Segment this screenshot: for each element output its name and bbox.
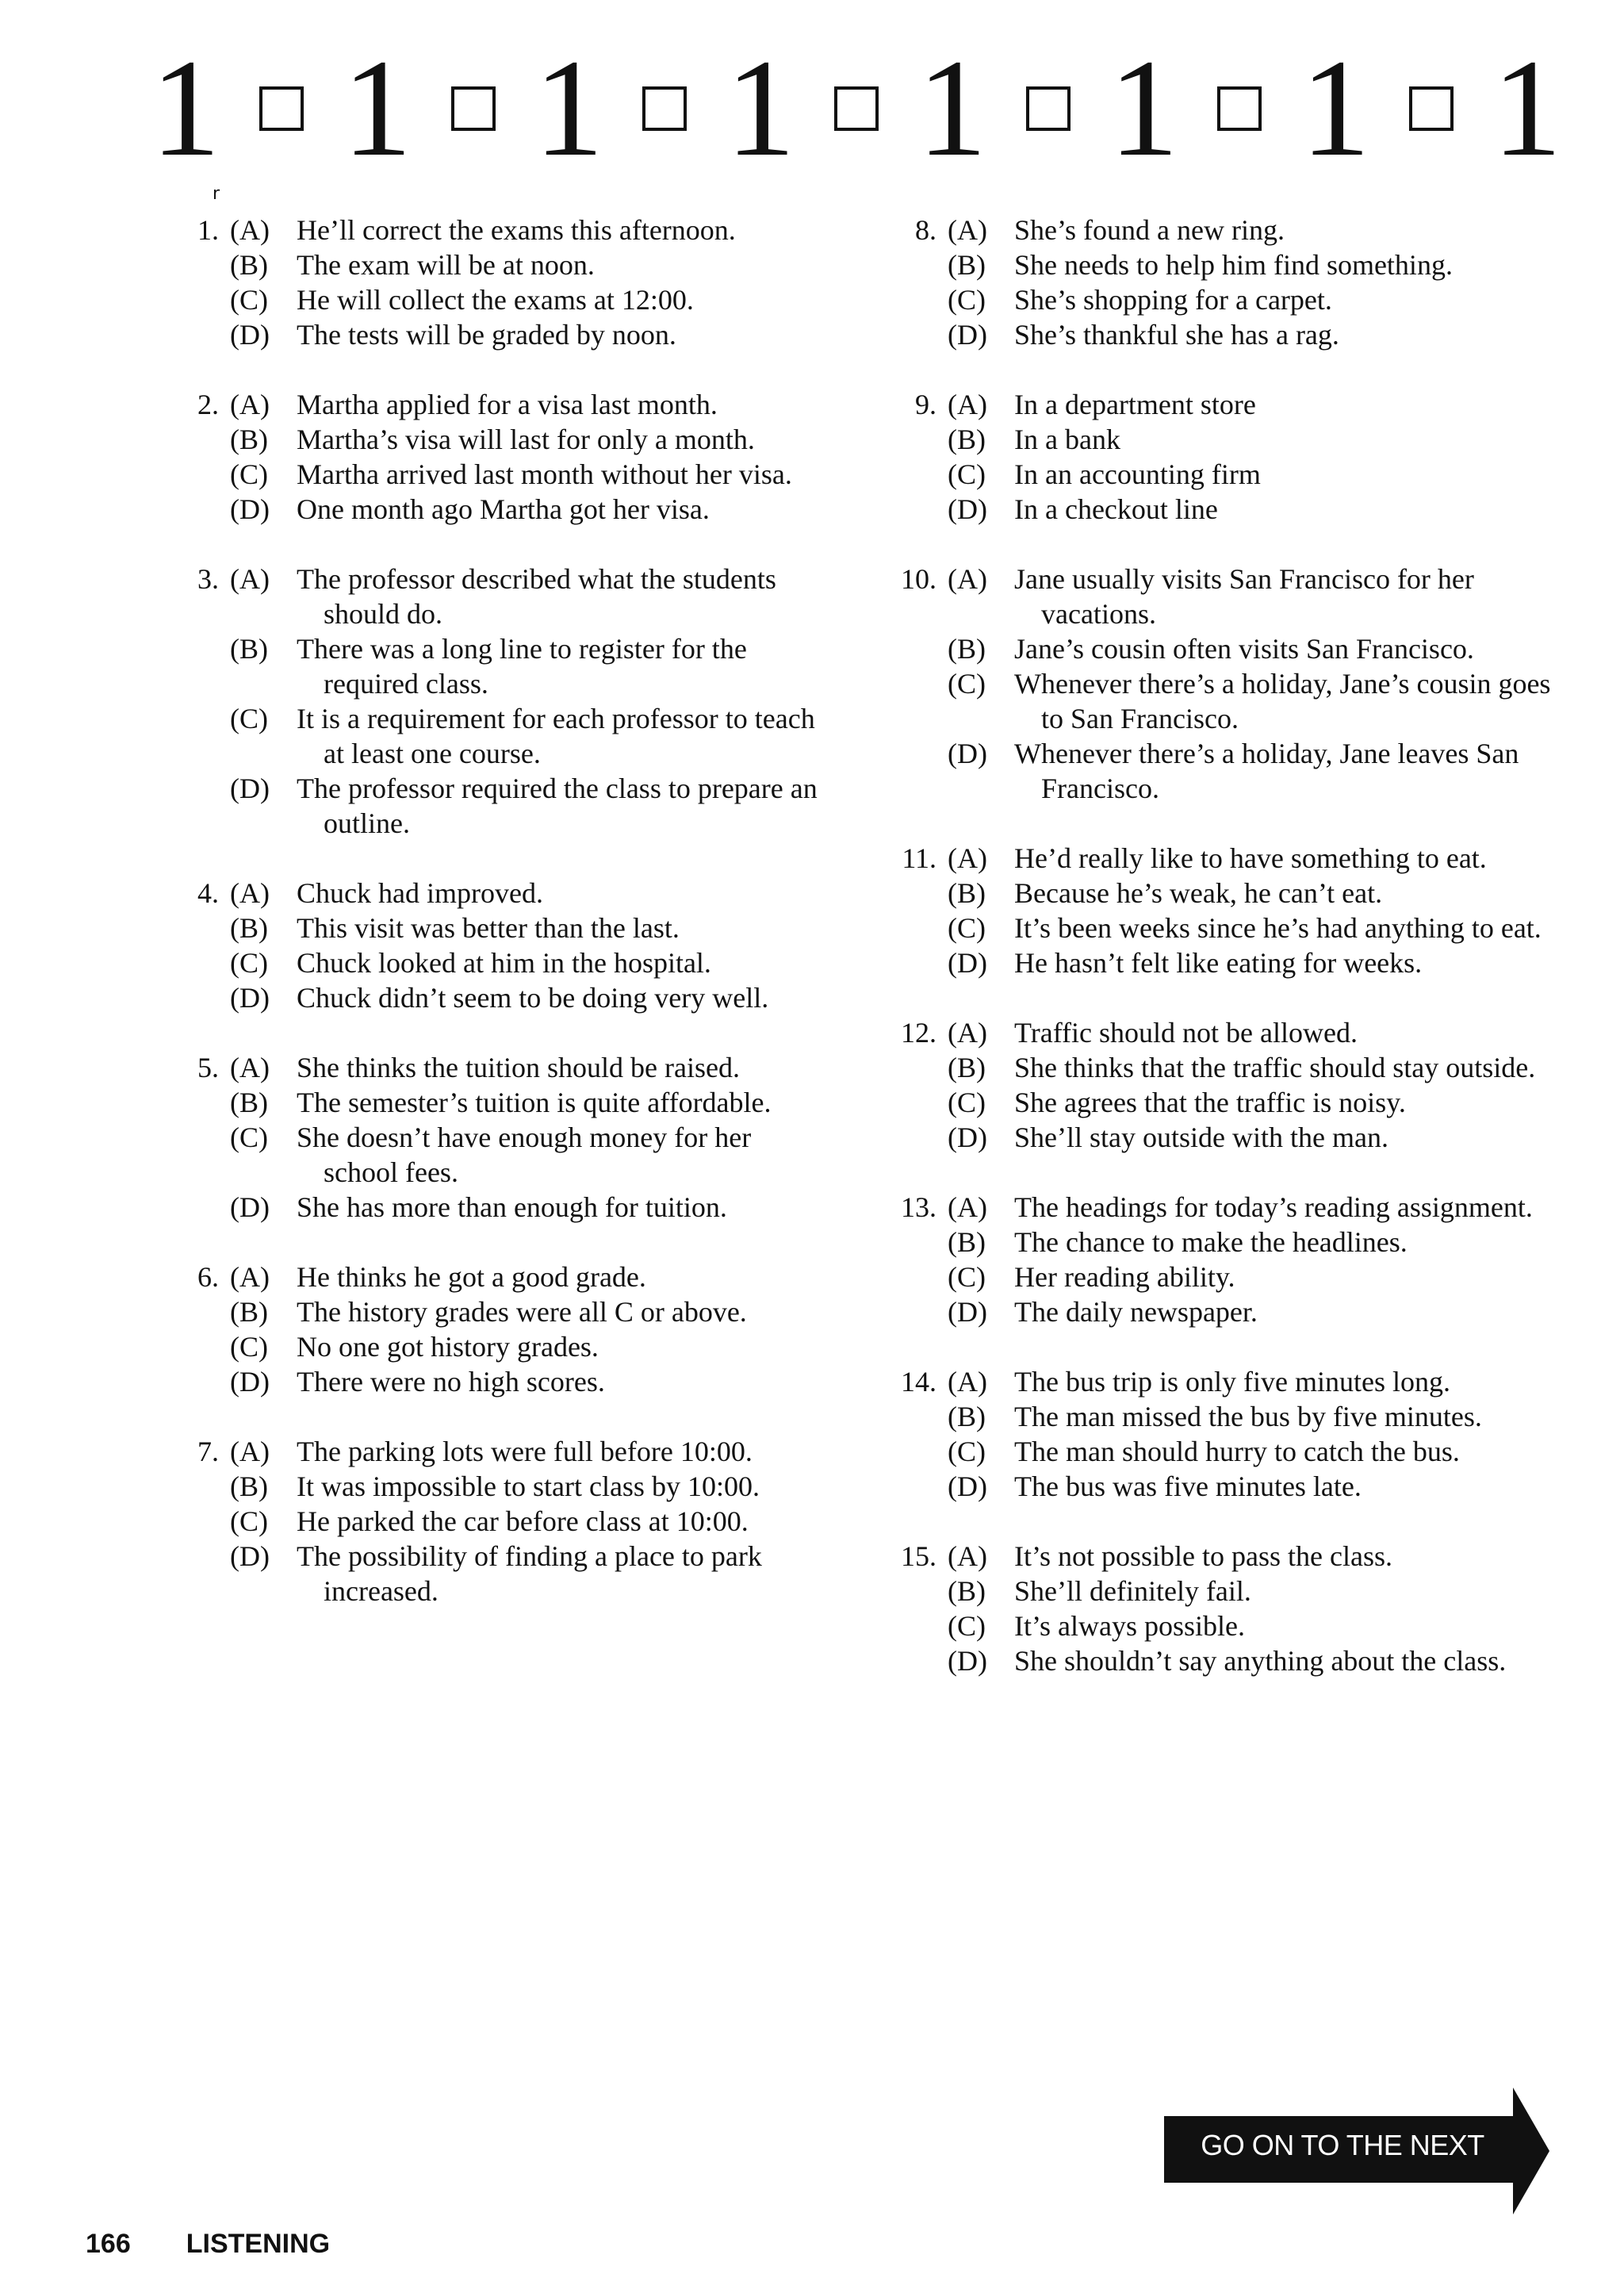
option-letter: (B)	[230, 1087, 268, 1118]
option-letter: (D)	[948, 1470, 987, 1502]
option-letter: (D)	[948, 1645, 987, 1677]
answer-option[interactable]	[884, 911, 1562, 945]
question-item	[884, 841, 1562, 980]
option-text: She has more than enough for tuition.	[297, 1191, 727, 1223]
option-letter: (B)	[948, 424, 986, 455]
question-number: 3.	[197, 563, 219, 595]
option-letter: (D)	[948, 1121, 987, 1153]
option-letter: (B)	[230, 1470, 268, 1502]
answer-option[interactable]	[884, 1120, 1562, 1155]
answer-option[interactable]	[167, 387, 833, 422]
question-item	[884, 1015, 1562, 1155]
question-item	[167, 1434, 833, 1608]
page-header	[151, 31, 1562, 186]
answer-option[interactable]	[884, 1260, 1562, 1294]
answer-option[interactable]	[167, 1050, 833, 1085]
question-number	[167, 1504, 230, 1539]
option-text: She needs to help him find something.	[1014, 249, 1453, 281]
square-icon	[1217, 86, 1262, 131]
question-number	[884, 1434, 948, 1469]
option-letter: (D)	[230, 1191, 270, 1223]
answer-option[interactable]	[884, 282, 1562, 317]
answer-option[interactable]	[167, 1539, 833, 1608]
question-number	[884, 631, 948, 666]
question-number	[884, 1085, 948, 1120]
option-text: Chuck looked at him in the hospital.	[297, 947, 711, 979]
question-number	[167, 631, 230, 701]
option-text: In a checkout line	[1014, 493, 1218, 525]
option-text: Jane’s cousin often visits San Francisco.	[1014, 633, 1474, 665]
question-number	[884, 422, 948, 457]
question-number: 11.	[902, 842, 936, 874]
option-text: In an accounting firm	[1014, 458, 1261, 490]
option-text: The chance to make the headlines.	[1014, 1226, 1408, 1258]
option-letter: (A)	[948, 842, 987, 874]
option-text: There was a long line to register for the required class.	[297, 633, 747, 700]
question-item	[884, 1539, 1562, 1678]
option-text: The tests will be graded by noon.	[297, 319, 676, 351]
option-text: No one got history grades.	[297, 1331, 599, 1363]
question-number	[884, 1050, 948, 1085]
option-letter: (D)	[230, 1540, 270, 1572]
option-text: She’s thankful she has a rag.	[1014, 319, 1339, 351]
option-text: The professor described what the students should do.	[297, 563, 776, 630]
question-number	[167, 945, 230, 980]
option-letter: (B)	[948, 633, 986, 665]
option-letter: (B)	[948, 1401, 986, 1432]
question-number	[884, 736, 948, 806]
question-number	[167, 457, 230, 492]
option-text: She’ll stay outside with the man.	[1014, 1121, 1388, 1153]
question-number	[884, 492, 948, 527]
question-item	[167, 562, 833, 841]
answer-option[interactable]	[884, 457, 1562, 492]
question-number	[167, 701, 230, 771]
answer-option[interactable]	[167, 631, 833, 701]
answer-option[interactable]	[884, 945, 1562, 980]
option-letter: (A)	[948, 1191, 987, 1223]
section-name: LISTENING	[186, 2229, 331, 2259]
option-text: She’s found a new ring.	[1014, 214, 1285, 246]
answer-option[interactable]	[167, 492, 833, 527]
option-letter: (A)	[948, 389, 987, 420]
answer-option[interactable]	[167, 701, 833, 771]
option-letter: (B)	[230, 424, 268, 455]
answer-option[interactable]	[884, 1608, 1562, 1643]
option-text: In a department store	[1014, 389, 1256, 420]
option-text: The possibility of finding a place to park increased.	[297, 1540, 762, 1607]
question-number	[167, 282, 230, 317]
answer-option[interactable]	[167, 1120, 833, 1190]
question-number	[167, 1469, 230, 1504]
option-letter: (A)	[230, 214, 270, 246]
header-digit: 1	[1109, 31, 1179, 186]
option-letter: (B)	[230, 633, 268, 665]
option-letter: (A)	[948, 1366, 987, 1398]
option-letter: (A)	[230, 1436, 270, 1467]
option-text: In a bank	[1014, 424, 1120, 455]
header-digit: 1	[917, 31, 987, 186]
option-letter: (C)	[230, 458, 268, 490]
option-text: Chuck didn’t seem to be doing very well.	[297, 982, 769, 1014]
option-letter: (A)	[948, 1540, 987, 1572]
option-letter: (C)	[948, 284, 986, 316]
question-number	[884, 1608, 948, 1643]
question-number	[167, 1329, 230, 1364]
option-text: She agrees that the traffic is noisy.	[1014, 1087, 1406, 1118]
answer-option[interactable]	[167, 1504, 833, 1539]
option-letter: (C)	[230, 1121, 268, 1153]
option-letter: (C)	[948, 668, 986, 700]
option-letter: (A)	[230, 1052, 270, 1083]
question-item	[167, 387, 833, 527]
question-number: 7.	[197, 1436, 219, 1467]
answer-option[interactable]	[167, 980, 833, 1015]
answer-option[interactable]	[884, 1085, 1562, 1120]
answer-option[interactable]	[884, 1469, 1562, 1504]
option-text: She shouldn’t say anything about the class.	[1014, 1645, 1507, 1677]
answer-option[interactable]	[884, 247, 1562, 282]
question-number	[884, 282, 948, 317]
option-text: The exam will be at noon.	[297, 249, 595, 281]
questions-right-column	[884, 213, 1562, 1713]
option-text: Chuck had improved.	[297, 877, 543, 909]
answer-option[interactable]	[884, 841, 1562, 876]
option-letter: (C)	[230, 1505, 268, 1537]
option-text: The parking lots were full before 10:00.	[297, 1436, 753, 1467]
option-text: The semester’s tuition is quite affordable.	[297, 1087, 772, 1118]
question-number: 4.	[197, 877, 219, 909]
answer-option[interactable]	[167, 317, 833, 352]
option-text: It’s been weeks since he’s had anything to eat.	[1014, 912, 1542, 944]
option-text: He thinks he got a good grade.	[297, 1261, 646, 1293]
option-letter: (D)	[948, 738, 987, 769]
question-number	[167, 492, 230, 527]
question-number: 5.	[197, 1052, 219, 1083]
option-text: Her reading ability.	[1014, 1261, 1235, 1293]
option-text: She doesn’t have enough money for her school fees.	[297, 1121, 752, 1188]
question-number	[884, 1643, 948, 1678]
question-number	[884, 1469, 948, 1504]
question-number	[884, 247, 948, 282]
option-letter: (A)	[230, 877, 270, 909]
option-letter: (D)	[230, 1366, 270, 1398]
option-text: This visit was better than the last.	[297, 912, 680, 944]
option-letter: (C)	[230, 284, 268, 316]
option-letter: (A)	[230, 1261, 270, 1293]
question-number	[167, 771, 230, 841]
answer-option[interactable]	[167, 1434, 833, 1469]
answer-option[interactable]	[167, 1469, 833, 1504]
answer-option[interactable]	[884, 492, 1562, 527]
option-text: The man should hurry to catch the bus.	[1014, 1436, 1460, 1467]
option-letter: (D)	[948, 1296, 987, 1328]
option-text: She thinks the tuition should be raised.	[297, 1052, 740, 1083]
option-text: Traffic should not be allowed.	[1014, 1017, 1358, 1049]
answer-option[interactable]	[884, 1015, 1562, 1050]
answer-option[interactable]	[167, 1294, 833, 1329]
question-number	[167, 1085, 230, 1120]
option-text: He will collect the exams at 12:00.	[297, 284, 694, 316]
question-number	[884, 457, 948, 492]
question-item	[884, 1364, 1562, 1504]
question-number: 15.	[901, 1540, 936, 1572]
answer-option[interactable]	[884, 1050, 1562, 1085]
question-number	[167, 1294, 230, 1329]
square-icon	[834, 86, 879, 131]
option-text: She thinks that the traffic should stay outside.	[1014, 1052, 1536, 1083]
header-digit: 1	[151, 31, 220, 186]
answer-option[interactable]	[167, 876, 833, 911]
answer-option[interactable]	[167, 1329, 833, 1364]
question-number: 9.	[915, 389, 936, 420]
option-letter: (C)	[948, 1436, 986, 1467]
answer-option[interactable]	[884, 876, 1562, 911]
question-number	[167, 422, 230, 457]
option-text: He’d really like to have something to eat.	[1014, 842, 1487, 874]
option-letter: (C)	[948, 1087, 986, 1118]
questions-left-column	[167, 213, 833, 1643]
option-text: She’ll definitely fail.	[1014, 1575, 1251, 1607]
answer-option[interactable]	[884, 1364, 1562, 1399]
option-text: Whenever there’s a holiday, Jane’s cousin goes to San Francisco.	[1014, 668, 1551, 734]
option-letter: (D)	[948, 493, 987, 525]
option-text: The history grades were all C or above.	[297, 1296, 747, 1328]
go-on-next-page-button[interactable]	[1164, 2088, 1549, 2214]
option-letter: (A)	[948, 563, 987, 595]
question-item	[167, 1260, 833, 1399]
question-number	[884, 1574, 948, 1608]
answer-option[interactable]	[884, 1643, 1562, 1678]
question-number: 10.	[901, 563, 936, 595]
question-number	[167, 1190, 230, 1225]
header-digit: 1	[726, 31, 796, 186]
option-letter: (C)	[948, 1610, 986, 1642]
option-text: It’s always possible.	[1014, 1610, 1245, 1642]
option-letter: (B)	[230, 249, 268, 281]
option-text: Martha arrived last month without her visa.	[297, 458, 792, 490]
option-letter: (B)	[948, 1052, 986, 1083]
question-number: 6.	[197, 1261, 219, 1293]
option-letter: (D)	[230, 493, 270, 525]
header-digit: 1	[1492, 31, 1562, 186]
question-number	[167, 1120, 230, 1190]
question-number	[884, 911, 948, 945]
option-text: The man missed the bus by five minutes.	[1014, 1401, 1482, 1432]
option-letter: (B)	[230, 1296, 268, 1328]
question-item	[884, 387, 1562, 527]
answer-option[interactable]	[167, 457, 833, 492]
option-letter: (A)	[230, 563, 270, 595]
question-number	[884, 1399, 948, 1434]
question-number	[167, 1539, 230, 1608]
answer-option[interactable]	[884, 562, 1562, 631]
option-text: The headings for today’s reading assignment.	[1014, 1191, 1533, 1223]
option-text: It was impossible to start class by 10:00.	[297, 1470, 760, 1502]
corner-mark: r	[213, 184, 220, 204]
answer-option[interactable]	[167, 247, 833, 282]
option-letter: (D)	[230, 319, 270, 351]
option-text: Jane usually visits San Francisco for her vacations.	[1014, 563, 1474, 630]
option-text: Whenever there’s a holiday, Jane leaves San Francisco.	[1014, 738, 1519, 804]
option-text: The bus trip is only five minutes long.	[1014, 1366, 1450, 1398]
option-letter: (B)	[230, 912, 268, 944]
option-letter: (C)	[230, 947, 268, 979]
answer-option[interactable]	[167, 213, 833, 247]
option-text: Martha’s visa will last for only a month.	[297, 424, 755, 455]
page-footer	[86, 2229, 330, 2260]
option-letter: (C)	[948, 458, 986, 490]
page-number: 166	[86, 2229, 131, 2259]
question-number	[884, 1120, 948, 1155]
answer-option[interactable]	[884, 736, 1562, 806]
question-number	[884, 1294, 948, 1329]
option-text: He hasn’t felt like eating for weeks.	[1014, 947, 1423, 979]
answer-option[interactable]	[167, 771, 833, 841]
answer-option[interactable]	[884, 1434, 1562, 1469]
question-number	[167, 980, 230, 1015]
option-text: Because he’s weak, he can’t eat.	[1014, 877, 1383, 909]
answer-option[interactable]	[167, 911, 833, 945]
question-number	[884, 317, 948, 352]
answer-option[interactable]	[167, 282, 833, 317]
question-number	[884, 1225, 948, 1260]
answer-option[interactable]	[167, 1260, 833, 1294]
option-letter: (C)	[230, 703, 268, 734]
option-letter: (C)	[230, 1331, 268, 1363]
option-text: She’s shopping for a carpet.	[1014, 284, 1332, 316]
question-number: 1.	[197, 214, 219, 246]
option-text: There were no high scores.	[297, 1366, 605, 1398]
option-letter: (A)	[948, 1017, 987, 1049]
option-text: It’s not possible to pass the class.	[1014, 1540, 1392, 1572]
square-icon	[1409, 86, 1454, 131]
option-text: Martha applied for a visa last month.	[297, 389, 718, 420]
answer-option[interactable]	[167, 1364, 833, 1399]
option-text: He’ll correct the exams this afternoon.	[297, 214, 736, 246]
option-letter: (D)	[948, 947, 987, 979]
question-number	[884, 876, 948, 911]
square-icon	[1026, 86, 1071, 131]
go-on-label: GO ON TO THE NEXT PAGE	[1172, 2119, 1513, 2172]
option-letter: (B)	[948, 249, 986, 281]
square-icon	[451, 86, 496, 131]
question-number: 8.	[915, 214, 936, 246]
answer-option[interactable]	[884, 387, 1562, 422]
square-icon	[259, 86, 304, 131]
answer-option[interactable]	[884, 1225, 1562, 1260]
option-letter: (D)	[948, 319, 987, 351]
answer-option[interactable]	[884, 1574, 1562, 1608]
answer-option[interactable]	[167, 1190, 833, 1225]
answer-option[interactable]	[167, 1085, 833, 1120]
option-text: One month ago Martha got her visa.	[297, 493, 710, 525]
answer-option[interactable]	[884, 1399, 1562, 1434]
question-number	[167, 247, 230, 282]
answer-option[interactable]	[884, 631, 1562, 666]
header-digit: 1	[342, 31, 412, 186]
question-item	[167, 876, 833, 1015]
option-letter: (B)	[948, 1575, 986, 1607]
answer-option[interactable]	[884, 317, 1562, 352]
question-number	[884, 666, 948, 736]
header-digit: 1	[534, 31, 604, 186]
option-text: It is a requirement for each professor to teach at least one course.	[297, 703, 815, 769]
option-letter: (C)	[948, 1261, 986, 1293]
question-number: 14.	[901, 1366, 936, 1398]
question-number: 2.	[197, 389, 219, 420]
option-letter: (B)	[948, 1226, 986, 1258]
question-number	[884, 945, 948, 980]
question-item	[167, 213, 833, 352]
question-number	[167, 317, 230, 352]
question-number: 13.	[901, 1191, 936, 1223]
answer-option[interactable]	[884, 1190, 1562, 1225]
option-text: He parked the car before class at 10:00.	[297, 1505, 749, 1537]
question-number	[884, 1260, 948, 1294]
question-item	[167, 1050, 833, 1225]
answer-option[interactable]	[167, 562, 833, 631]
answer-option[interactable]	[884, 422, 1562, 457]
header-digit: 1	[1300, 31, 1371, 186]
question-item	[884, 1190, 1562, 1329]
option-letter: (C)	[948, 912, 986, 944]
option-text: The bus was five minutes late.	[1014, 1470, 1362, 1502]
option-letter: (D)	[230, 773, 270, 804]
answer-option[interactable]	[167, 945, 833, 980]
question-item	[884, 213, 1562, 352]
option-letter: (A)	[948, 214, 987, 246]
option-letter: (D)	[230, 982, 270, 1014]
answer-option[interactable]	[884, 666, 1562, 736]
option-letter: (B)	[948, 877, 986, 909]
question-number	[167, 1364, 230, 1399]
answer-option[interactable]	[167, 422, 833, 457]
square-icon	[642, 86, 687, 131]
answer-option[interactable]	[884, 213, 1562, 247]
option-text: The professor required the class to prepare an outline.	[297, 773, 818, 839]
question-item	[884, 562, 1562, 806]
option-letter: (A)	[230, 389, 270, 420]
answer-option[interactable]	[884, 1539, 1562, 1574]
option-text: The daily newspaper.	[1014, 1296, 1258, 1328]
question-number	[167, 911, 230, 945]
answer-option[interactable]	[884, 1294, 1562, 1329]
question-number: 12.	[901, 1017, 936, 1049]
